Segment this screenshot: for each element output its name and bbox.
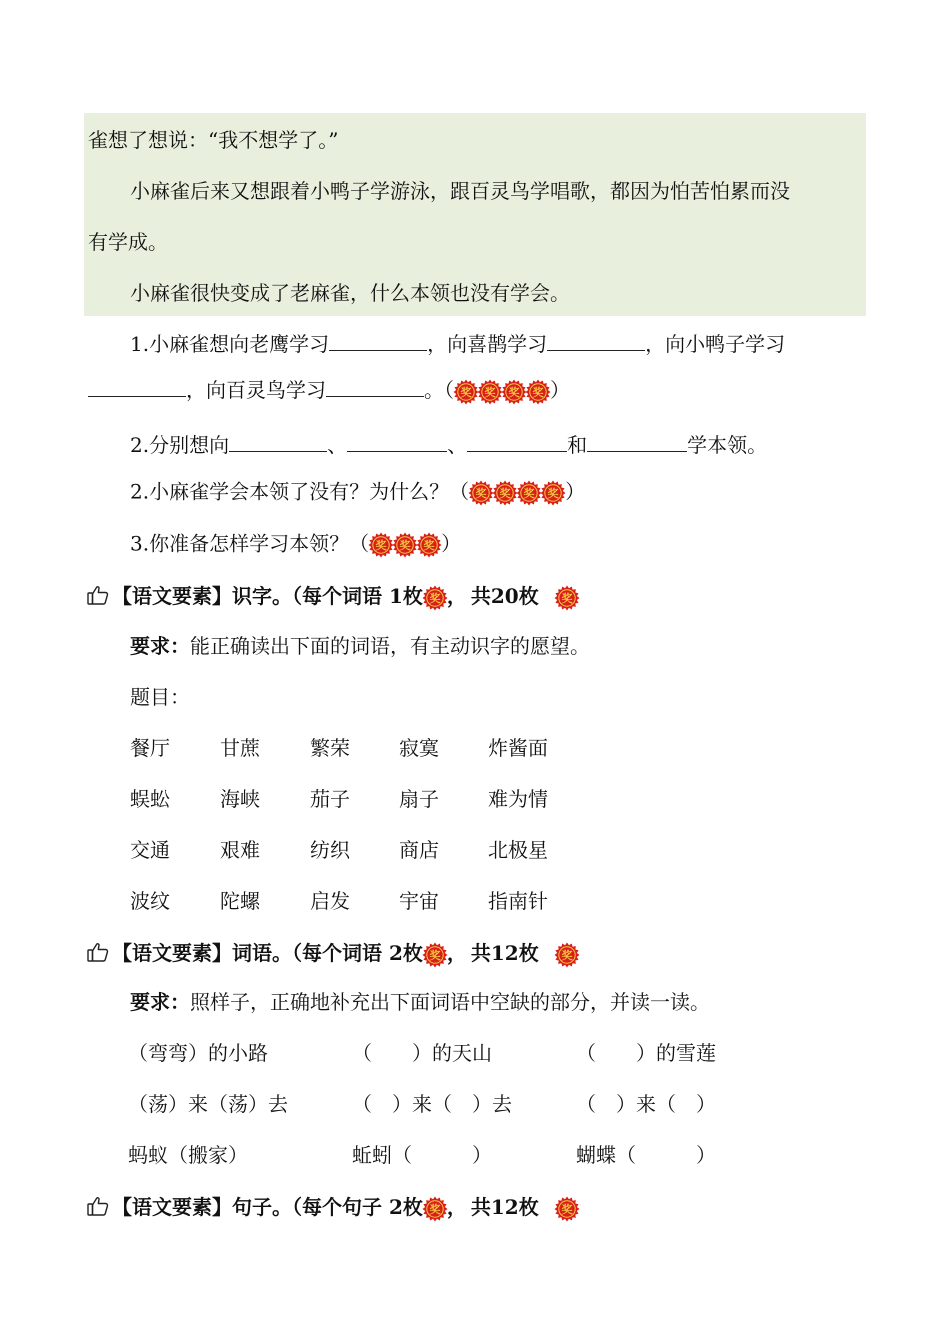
thumbs-up-icon — [86, 1194, 110, 1218]
reward-seal-icon — [422, 942, 448, 968]
answer-blank[interactable] — [547, 332, 645, 351]
answer-blank[interactable] — [326, 378, 424, 397]
section-literacy-heading: 【语文要素】识字。（每个词语 1枚 奖 ， 共20枚 奖 — [86, 583, 579, 611]
vocab-word: 难为情 — [488, 787, 548, 811]
fill-in-item: （ ）来（ ） — [576, 1092, 716, 1116]
vocab-word: 炸酱面 — [488, 736, 548, 760]
vocab-word: 启发 — [310, 889, 350, 913]
reward-stamp — [555, 584, 579, 608]
question-4-line — [130, 532, 461, 558]
answer-blank[interactable] — [587, 433, 687, 452]
section-title: 【语文要素】识字。（每个词语 1枚 — [112, 584, 423, 608]
fill-in-item: （ ）的雪莲 — [576, 1041, 716, 1065]
section-vocabulary-heading: 【语文要素】词语。（每个词语 2枚 奖 ， 共12枚 奖 — [86, 940, 579, 968]
separator: 、 — [447, 433, 468, 457]
fill-in-item: （ ）来（ ）去 — [352, 1092, 512, 1116]
vocab-word: 扇子 — [399, 787, 439, 811]
reward-seal-icon — [422, 585, 448, 611]
vocab-word: 艰难 — [220, 838, 260, 862]
answer-blank[interactable] — [329, 332, 427, 351]
reward-stamps — [454, 378, 550, 402]
section-2-requirement — [130, 992, 710, 1012]
vocab-word: 指南针 — [488, 889, 548, 913]
svg-text:奖: 奖 — [561, 1202, 573, 1216]
reward-stamps — [369, 532, 441, 556]
fill-in-item: 蚂蚁（搬家） — [128, 1143, 248, 1167]
question-1-text-c: ，向小鸭子学习 — [645, 332, 786, 356]
reward-seal-icon — [492, 480, 518, 506]
question-1-text-f: ） — [550, 378, 570, 402]
question-4-end: ） — [441, 531, 462, 556]
svg-text:奖: 奖 — [508, 385, 520, 399]
reward-seal-icon — [416, 532, 442, 558]
fill-in-item: 蚯蚓（ ） — [352, 1143, 492, 1167]
vocab-word: 波纹 — [130, 889, 170, 913]
topic-label: 题目： — [130, 685, 190, 709]
reward-seal-icon — [477, 379, 503, 405]
answer-blank[interactable] — [467, 433, 567, 452]
vocab-word: 寂寞 — [399, 736, 439, 760]
reward-stamp — [555, 941, 579, 965]
vocab-word: 繁荣 — [310, 736, 350, 760]
vocab-word: 宇宙 — [399, 889, 439, 913]
reward-seal-icon — [368, 532, 394, 558]
svg-text:奖: 奖 — [475, 487, 487, 501]
vocab-word: 交通 — [130, 838, 170, 862]
question-1-text-d: ，向百灵鸟学习 — [186, 378, 326, 402]
answer-blank[interactable] — [347, 433, 447, 452]
question-1-line-1 — [130, 332, 785, 354]
question-3-end: ） — [565, 479, 586, 504]
fill-in-item: （荡）来（荡）去 — [128, 1092, 288, 1116]
svg-text:奖: 奖 — [375, 539, 387, 553]
fill-in-item: （ ）的天山 — [352, 1041, 492, 1065]
question-2-text: 2.分别想向 — [130, 433, 230, 457]
vocab-word: 蜈蚣 — [130, 787, 170, 811]
story-line-1: 雀想了想说：“我不想学了。” — [88, 128, 339, 152]
section-1-requirement — [130, 636, 590, 656]
question-2-end: 学本领。 — [687, 433, 768, 457]
reward-stamps — [469, 480, 565, 504]
vocab-word: 海峡 — [220, 787, 260, 811]
svg-text:奖: 奖 — [460, 385, 472, 399]
story-line-4: 小麻雀很快变成了老麻雀，什么本领也没有学会。 — [130, 281, 570, 305]
vocab-word: 陀螺 — [220, 889, 260, 913]
section-title: 【语文要素】句子。（每个句子 2枚 — [112, 1195, 423, 1219]
svg-text:奖: 奖 — [523, 487, 535, 501]
answer-blank[interactable] — [229, 433, 327, 452]
vocab-word: 餐厅 — [130, 736, 170, 760]
vocab-word: 甘蔗 — [220, 736, 260, 760]
answer-blank[interactable] — [88, 378, 186, 397]
story-line-3: 有学成。 — [88, 230, 168, 254]
reward-seal-icon — [422, 1196, 448, 1222]
reward-seal-icon — [525, 379, 551, 405]
svg-text:奖: 奖 — [429, 948, 441, 962]
svg-text:奖: 奖 — [561, 948, 573, 962]
requirement-text: 能正确读出下面的词语，有主动识字的愿望。 — [190, 634, 590, 658]
reward-stamp — [423, 1195, 447, 1219]
reward-stamp — [423, 941, 447, 965]
reward-seal-icon — [554, 942, 580, 968]
section-title: 【语文要素】词语。（每个词语 2枚 — [112, 941, 423, 965]
reward-stamp — [555, 1195, 579, 1219]
requirement-text: 照样子，正确地补充出下面词语中空缺的部分，并读一读。 — [190, 990, 710, 1014]
requirement-label: 要求： — [130, 634, 190, 658]
vocab-word: 北极星 — [488, 838, 548, 862]
requirement-label: 要求： — [130, 990, 190, 1014]
svg-text:奖: 奖 — [399, 539, 411, 553]
story-line-2: 小麻雀后来又想跟着小鸭子学游泳，跟百灵鸟学唱歌，都因为怕苦怕累而没 — [130, 179, 790, 203]
svg-text:奖: 奖 — [499, 487, 511, 501]
conjunction: 和 — [567, 433, 588, 457]
reward-seal-icon — [453, 379, 479, 405]
separator: 、 — [327, 433, 348, 457]
reward-seal-icon — [554, 585, 580, 611]
reward-seal-icon — [554, 1196, 580, 1222]
question-1-text-a: 1.小麻雀想向老鹰学习 — [130, 332, 330, 356]
question-1-text-e: 。（ — [424, 378, 454, 402]
svg-text:奖: 奖 — [532, 385, 544, 399]
vocab-word: 茄子 — [310, 787, 350, 811]
svg-text:奖: 奖 — [429, 591, 441, 605]
reward-seal-icon — [516, 480, 542, 506]
fill-in-item: 蝴蝶（ ） — [576, 1143, 716, 1167]
section-total: 共12枚 — [470, 1195, 539, 1219]
reward-seal-icon — [501, 379, 527, 405]
fill-in-item: （弯弯）的小路 — [128, 1041, 268, 1065]
thumbs-up-icon — [86, 583, 110, 607]
svg-text:奖: 奖 — [484, 385, 496, 399]
section-sentence-heading: 【语文要素】句子。（每个句子 2枚 奖 ， 共12枚 奖 — [86, 1194, 579, 1222]
reward-seal-icon — [540, 480, 566, 506]
question-2-line — [130, 433, 767, 455]
question-3-line — [130, 480, 585, 506]
vocab-word: 商店 — [399, 838, 439, 862]
question-3-text: 2.小麻雀学会本领了没有？为什么？（ — [130, 479, 470, 504]
svg-text:奖: 奖 — [429, 1202, 441, 1216]
section-total: 共12枚 — [470, 941, 539, 965]
question-1-line-2 — [88, 378, 570, 405]
vocab-word: 纺织 — [310, 838, 350, 862]
svg-text:奖: 奖 — [423, 539, 435, 553]
reward-stamp — [423, 584, 447, 608]
question-1-text-b: ，向喜鹊学习 — [427, 332, 548, 356]
section-total: 共20枚 — [470, 584, 539, 608]
thumbs-up-icon — [86, 940, 110, 964]
question-4-text: 3.你准备怎样学习本领？（ — [130, 531, 370, 556]
svg-text:奖: 奖 — [547, 487, 559, 501]
svg-text:奖: 奖 — [561, 591, 573, 605]
reward-seal-icon — [392, 532, 418, 558]
reward-seal-icon — [468, 480, 494, 506]
